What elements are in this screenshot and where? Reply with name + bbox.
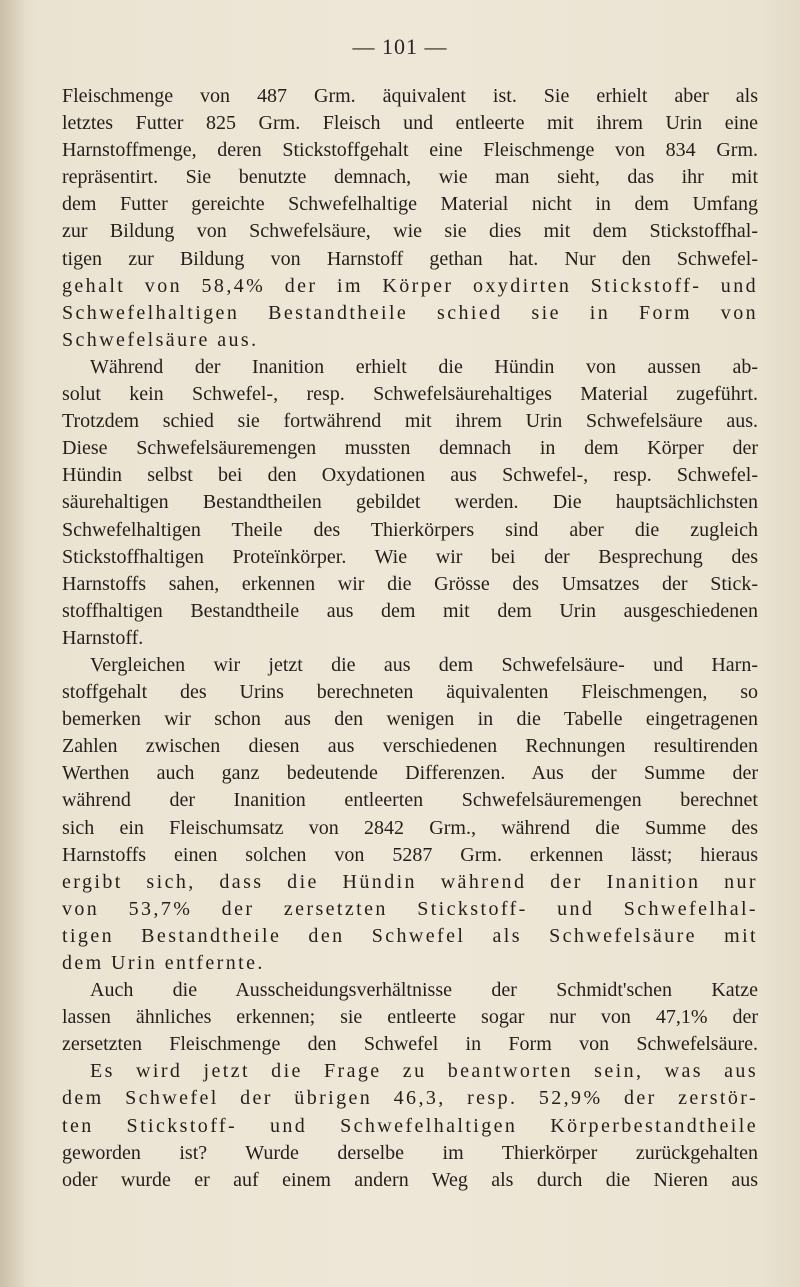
text-line: solut kein Schwefel-, resp. Schwefelsäurehaltiges Material zugeführt.: [62, 383, 758, 406]
text-line: stoffhaltigen Bestandtheile aus dem mit dem Urin ausgeschiedenen: [62, 599, 758, 622]
text-line: Diese Schwefelsäuremengen mussten demnach in dem Körper der: [62, 437, 758, 460]
text-line: zur Bildung von Schwefelsäure, wie sie dies mit dem Stickstoffhal-: [62, 220, 758, 243]
text-line: säurehaltigen Bestandtheilen gebildet werden. Die hauptsächlichsten: [62, 491, 758, 514]
text-line: tigen Bestandtheile den Schwefel als Schwefelsäure mit: [62, 924, 758, 947]
text-line: gehalt von 58,4% der im Körper oxydirten Stickstoff- und: [62, 274, 758, 297]
text-line: stoffgehalt des Urins berechneten äquivalenten Fleischmengen, so: [62, 681, 758, 704]
text-line: dem Futter gereichte Schwefelhaltige Material nicht in dem Umfang: [62, 193, 758, 216]
text-line: tigen zur Bildung von Harnstoff gethan hat. Nur den Schwefel-: [62, 247, 758, 270]
text-line: Hündin selbst bei den Oxydationen aus Schwefel-, resp. Schwefel-: [62, 464, 758, 487]
text-line: Vergleichen wir jetzt die aus dem Schwefelsäure- und Harn-: [90, 653, 758, 676]
text-line: Fleischmenge von 487 Grm. äquivalent ist. Sie erhielt aber als: [62, 85, 758, 107]
body-text: [62, 83, 758, 1194]
text-line: Harnstoffmenge, deren Stickstoffgehalt eine Fleischmenge von 834 Grm.: [62, 139, 758, 162]
text-line: Harnstoffs einen solchen von 5287 Grm. erkennen lässt; hieraus: [62, 843, 758, 866]
text-line: geworden ist? Wurde derselbe im Thierkörper zurückgehalten: [62, 1141, 758, 1164]
text-line: Trotzdem schied sie fortwährend mit ihrem Urin Schwefelsäure aus.: [62, 410, 758, 433]
text-line: dem Urin entfernte.: [62, 952, 265, 974]
text-line: Stickstoffhaltigen Proteïnkörper. Wie wir bei der Besprechung des: [62, 545, 758, 568]
text-line: dem Schwefel der übrigen 46,3, resp. 52,9% der zerstör-: [62, 1087, 758, 1110]
text-line: ergibt sich, dass die Hündin während der Inanition nur: [62, 870, 758, 893]
text-line: zersetzten Fleischmenge den Schwefel in Form von Schwefelsäure.: [62, 1033, 758, 1056]
page-number-header: — 101 —: [352, 34, 448, 59]
text-line: Schwefelhaltigen Bestandtheile schied sie in Form von: [62, 301, 758, 324]
text-line: Zahlen zwischen diesen aus verschiedenen Rechnungen resultirenden: [62, 735, 758, 758]
text-line: Harnstoffs sahen, erkennen wir die Grösse des Umsatzes der Stick-: [62, 572, 758, 595]
text-line: Schwefelsäure aus.: [62, 328, 259, 351]
text-line: Während der Inanition erhielt die Hündin von aussen ab-: [90, 355, 758, 378]
text-line: bemerken wir schon aus den wenigen in die Tabelle eingetragenen: [62, 708, 758, 731]
text-line: sich ein Fleischumsatz von 2842 Grm., während die Summe des: [62, 816, 758, 839]
text-line: oder wurde er auf einem andern Weg als durch die Nieren aus: [62, 1168, 758, 1191]
text-line: ten Stickstoff- und Schwefelhaltigen Körperbestandtheile: [62, 1114, 758, 1137]
text-line: repräsentirt. Sie benutzte demnach, wie man sieht, das ihr mit: [62, 166, 758, 189]
text-line: Auch die Ausscheidungsverhältnisse der Schmidt'schen Katze: [90, 979, 758, 1002]
text-line: Harnstoff.: [62, 626, 144, 649]
text-line: letztes Futter 825 Grm. Fleisch und entleerte mit ihrem Urin eine: [62, 112, 758, 135]
text-line: Es wird jetzt die Frage zu beantworten sein, was aus: [90, 1060, 758, 1083]
text-line: während der Inanition entleerten Schwefelsäuremengen berechnet: [62, 789, 758, 812]
page-binding-shadow: [0, 0, 26, 1287]
text-line: Schwefelhaltigen Theile des Thierkörpers sind aber die zugleich: [62, 518, 758, 541]
text-line: Werthen auch ganz bedeutende Differenzen. Aus der Summe der: [62, 762, 758, 785]
text-line: lassen ähnliches erkennen; sie entleerte sogar nur von 47,1% der: [62, 1006, 758, 1029]
text-line: von 53,7% der zersetzten Stickstoff- und Schwefelhal-: [62, 897, 758, 920]
